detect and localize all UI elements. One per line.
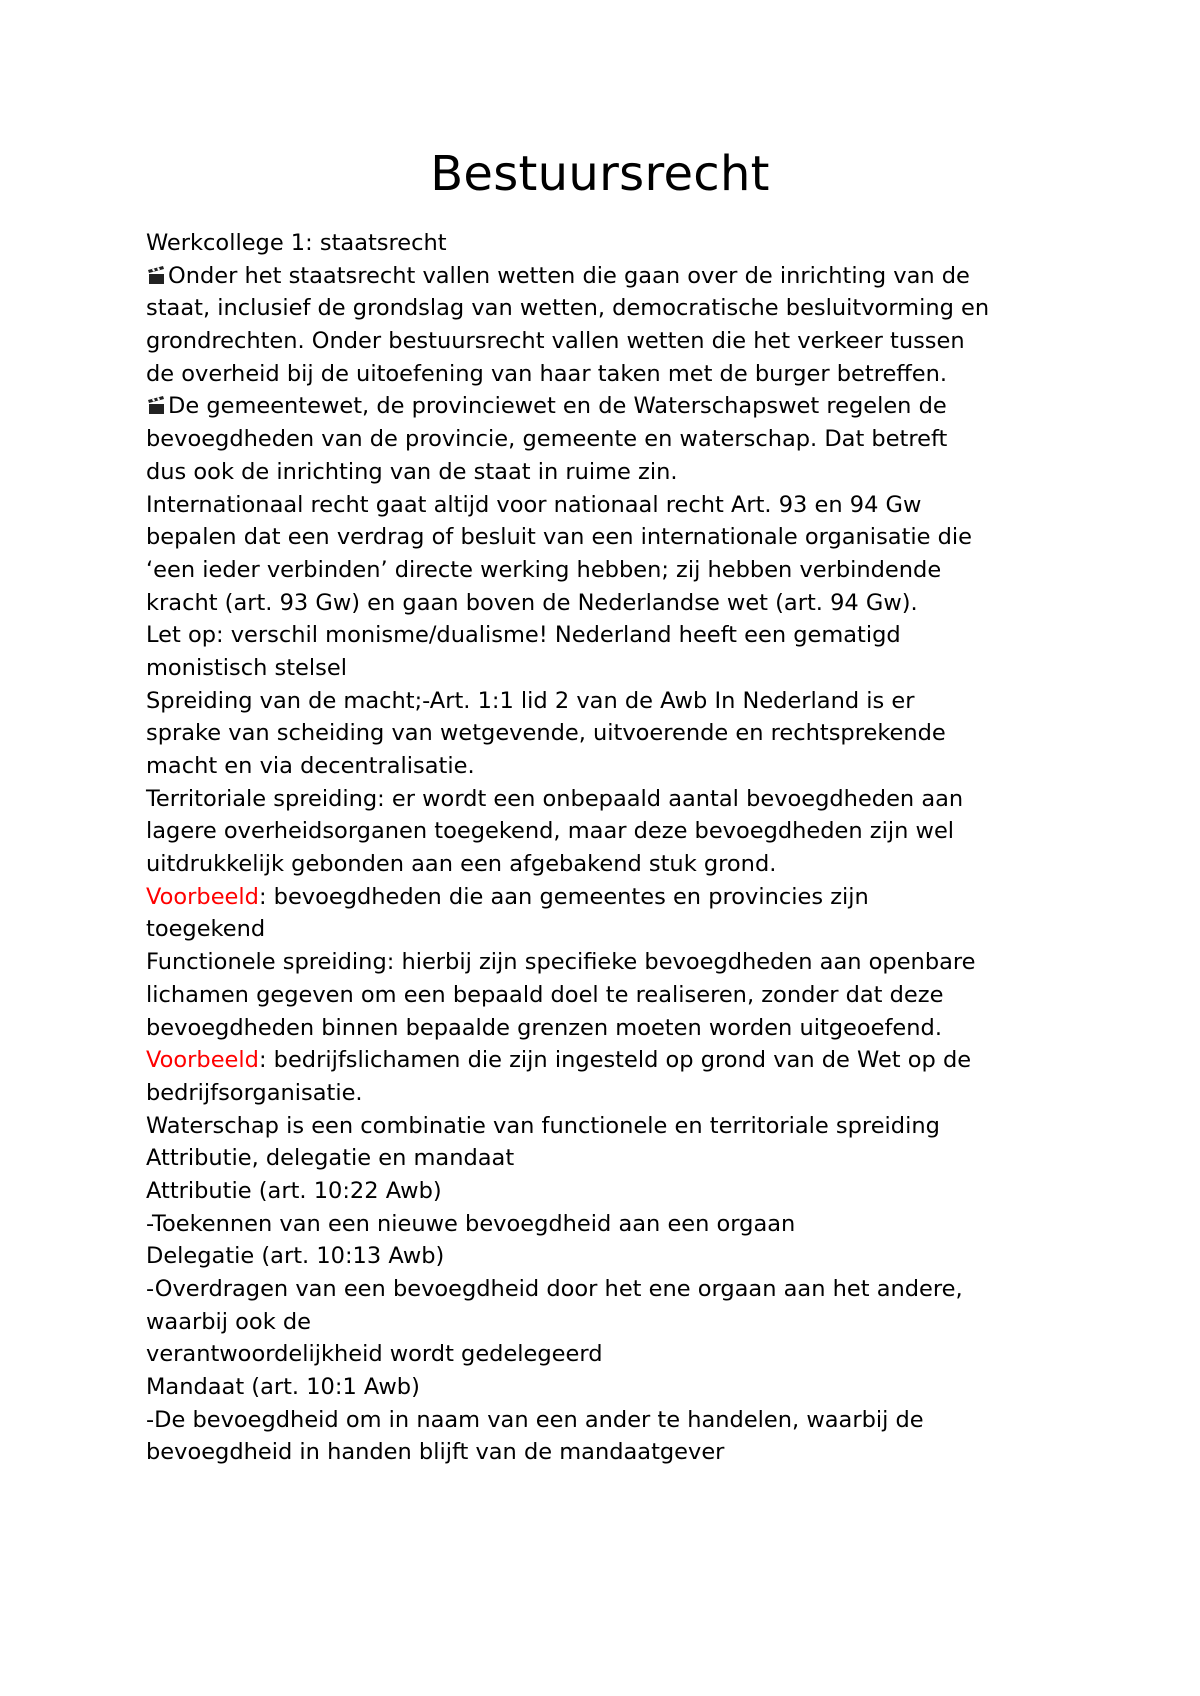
line-text: -Overdragen van een bevoegdheid door het ene orgaan aan het andere,: [146, 1276, 963, 1302]
text-line: [146, 1142, 1076, 1175]
line-text: ‘een ieder verbinden’ directe werking hebben; zij hebben verbindende: [146, 556, 942, 583]
text-line: [146, 913, 1076, 946]
text-line: [146, 1306, 1076, 1339]
text-line: [146, 554, 1076, 587]
text-line: [146, 979, 1076, 1012]
line-text: Werkcollege 1: staatsrecht: [146, 230, 447, 256]
line-text: de overheid bij de uitoefening van haar taken met de burger betreffen.: [146, 360, 948, 387]
text-line: [146, 881, 1076, 914]
text-line: [146, 1175, 1076, 1208]
document-title: Bestuursrecht: [430, 146, 770, 202]
line-text: : bedrijfslichamen die zijn ingesteld op grond van de Wet op de: [258, 1047, 972, 1074]
line-text: Attributie (art. 10:22 Awb): [146, 1177, 442, 1204]
line-text: kracht (art. 93 Gw) en gaan boven de Nederlandse wet (art. 94 Gw).: [146, 589, 918, 616]
text-line: [146, 750, 1076, 783]
text-line: [146, 1240, 1076, 1273]
text-line: [146, 848, 1076, 881]
clapperboard-icon: [146, 262, 168, 282]
line-text: verantwoordelijkheid wordt gedelegeerd: [146, 1341, 603, 1368]
highlight-label: Voorbeeld: [146, 883, 259, 910]
text-line: [146, 946, 1076, 979]
line-text: sprake van scheiding van wetgevende, uitvoerende en rechtsprekende: [146, 720, 946, 747]
line-text: staat, inclusief de grondslag van wetten, democratische besluitvorming en: [146, 295, 990, 322]
text-line: [146, 587, 1076, 620]
text-line: [146, 325, 1076, 358]
line-text: bedrijfsorganisatie.: [146, 1079, 363, 1106]
line-text: Attributie, delegatie en mandaat: [146, 1145, 515, 1172]
text-line: [146, 1208, 1076, 1241]
line-text: waarbij ook de: [146, 1308, 312, 1335]
line-text: Internationaal recht gaat altijd voor nationaal recht Art. 93 en 94 Gw: [146, 491, 922, 518]
line-text: Let op: verschil monisme/dualisme! Nederland heeft een gematigd: [146, 622, 901, 649]
line-text: bevoegdheid in handen blijft van de mandaatgever: [146, 1439, 725, 1466]
clapperboard-icon: [146, 392, 168, 412]
line-text: lichamen gegeven om een bepaald doel te realiseren, zonder dat deze: [146, 981, 944, 1008]
text-line: [146, 1273, 1076, 1306]
line-text: Mandaat (art. 10:1 Awb): [146, 1374, 420, 1401]
text-line: [146, 260, 1076, 293]
document-body: [146, 227, 1076, 1469]
text-line: [146, 521, 1076, 554]
line-text: dus ook de inrichting van de staat in ruime zin.: [146, 458, 678, 485]
line-text: Waterschap is een combinatie van functionele en territoriale spreiding: [146, 1112, 940, 1139]
text-line: [146, 358, 1076, 391]
text-line: [146, 1338, 1076, 1371]
text-line: [146, 783, 1076, 816]
line-text: lagere overheidsorganen toegekend, maar deze bevoegdheden zijn wel: [146, 818, 955, 845]
text-line: [146, 619, 1076, 652]
line-text: monistisch stelsel: [146, 654, 347, 681]
line-text: bepalen dat een verdrag of besluit van een internationale organisatie die: [146, 524, 973, 551]
line-text: Delegatie (art. 10:13 Awb): [146, 1243, 445, 1270]
text-line: [146, 1404, 1076, 1437]
text-line: [146, 1044, 1076, 1077]
text-line: [146, 423, 1076, 456]
line-text: De gemeentewet, de provinciewet en de Waterschapswet regelen de: [168, 393, 947, 420]
line-text: toegekend: [146, 916, 266, 943]
line-text: macht en via decentralisatie.: [146, 753, 475, 779]
text-line: [146, 390, 1076, 423]
line-text: bevoegdheden binnen bepaalde grenzen moeten worden uitgeoefend.: [146, 1014, 942, 1041]
text-line: [146, 456, 1076, 489]
line-text: Territoriale spreiding: er wordt een onbepaald aantal bevoegdheden aan: [146, 785, 964, 812]
line-text: -De bevoegdheid om in naam van een ander te handelen, waarbij de: [146, 1406, 924, 1433]
text-line: [146, 1110, 1076, 1143]
text-line: [146, 292, 1076, 325]
line-text: uitdrukkelijk gebonden aan een afgebakend stuk grond.: [146, 851, 777, 878]
line-text: Functionele spreiding: hierbij zijn specifieke bevoegdheden aan openbare: [146, 949, 976, 976]
line-text: -Toekennen van een nieuwe bevoegdheid aan een orgaan: [146, 1210, 796, 1237]
text-line: [146, 1012, 1076, 1045]
text-line: [146, 1077, 1076, 1110]
line-text: Spreiding van de macht;-Art. 1:1 lid 2 van de Awb In Nederland is er: [146, 687, 915, 714]
text-line: [146, 1436, 1076, 1469]
text-line: [146, 489, 1076, 522]
line-text: Onder het staatsrecht vallen wetten die gaan over de inrichting van de: [168, 262, 970, 289]
line-text: : bevoegdheden die aan gemeentes en provincies zijn: [258, 883, 869, 910]
text-line: [146, 717, 1076, 750]
line-text: grondrechten. Onder bestuursrecht vallen wetten die het verkeer tussen: [146, 328, 965, 355]
text-line: [146, 652, 1076, 685]
text-line: [146, 685, 1076, 718]
text-line: [146, 1371, 1076, 1404]
text-line: [146, 227, 1076, 260]
text-line: [146, 815, 1076, 848]
highlight-label: Voorbeeld: [146, 1047, 259, 1074]
line-text: bevoegdheden van de provincie, gemeente en waterschap. Dat betreft: [146, 426, 948, 453]
